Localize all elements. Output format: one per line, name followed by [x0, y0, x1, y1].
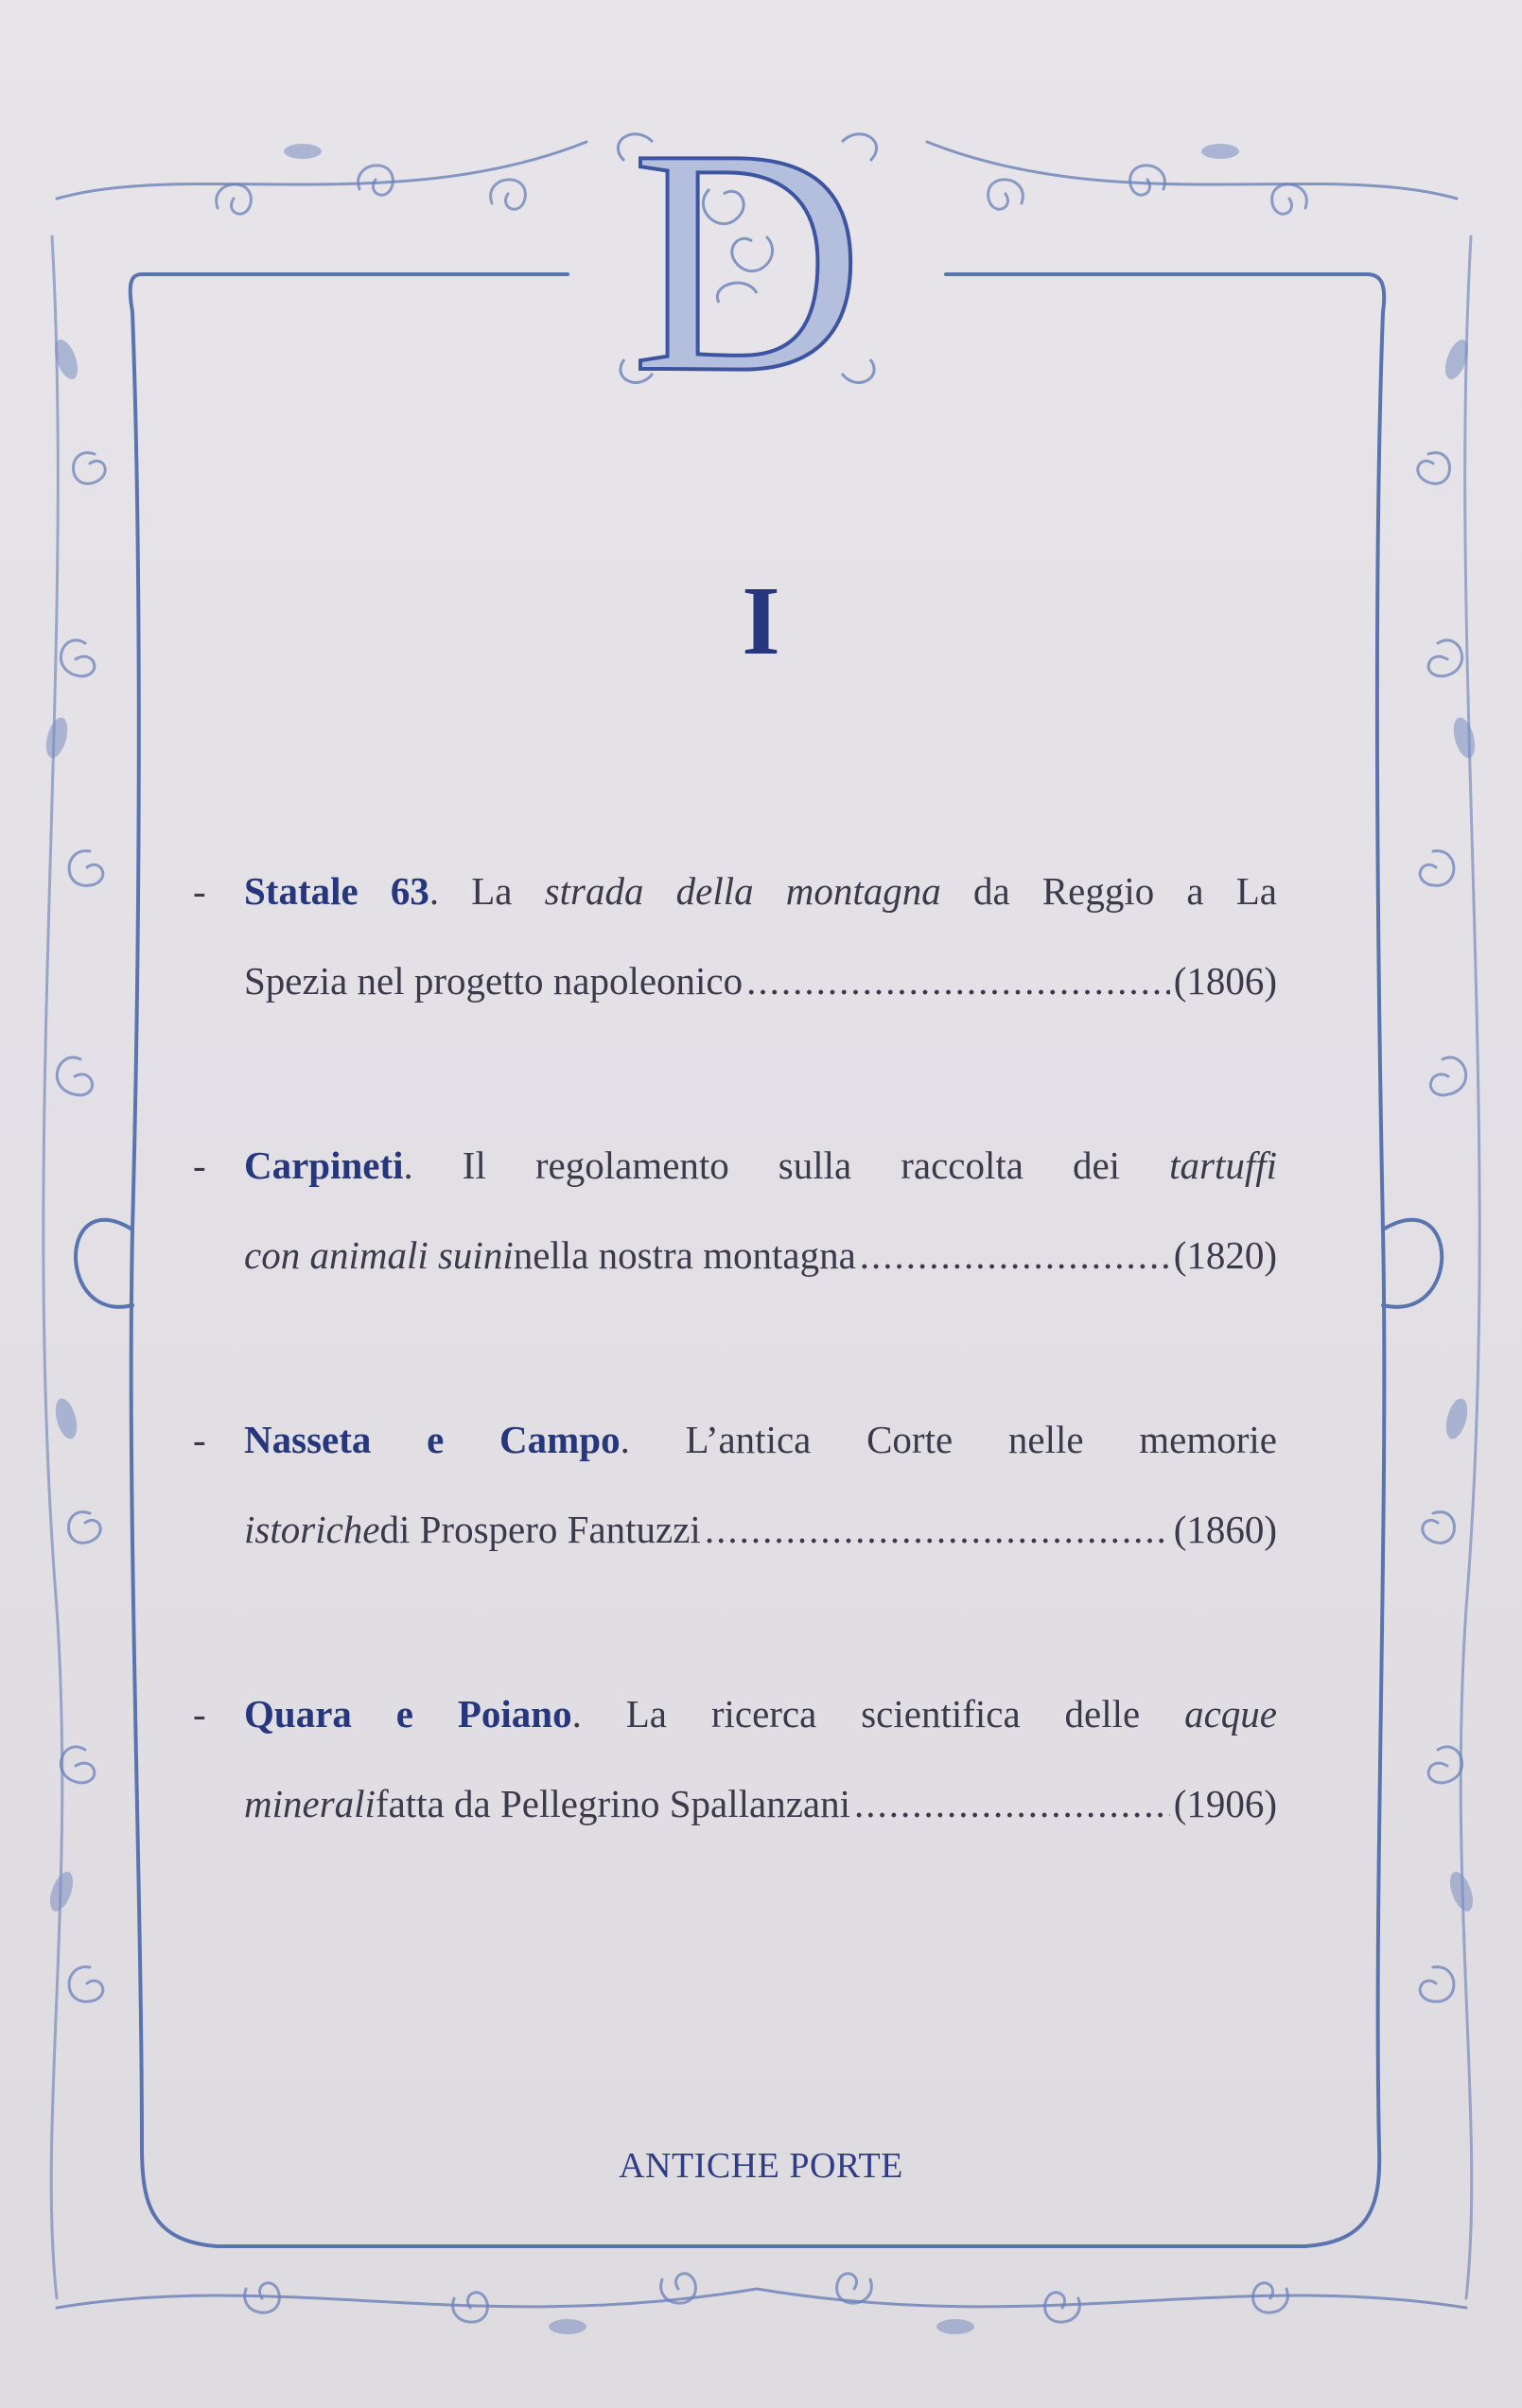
entry-place: Statale 63 — [244, 869, 429, 913]
entry-italic-text: tartuffi — [1169, 1143, 1277, 1187]
entry-text: . La — [429, 869, 545, 913]
entry-italic-text: acque — [1184, 1692, 1278, 1736]
entry-line-1 — [244, 1669, 1277, 1759]
entry-dash: - — [193, 1143, 206, 1187]
dot-leader — [705, 1485, 1170, 1575]
entry-italic-lead: istoriche — [244, 1508, 380, 1551]
entry-text: . Il regolamento sulla raccolta dei — [403, 1143, 1170, 1187]
entry-italic-lead: con animali suini — [244, 1233, 514, 1277]
decorated-initial — [605, 85, 889, 407]
entry-place: Nasseta e Campo — [244, 1418, 621, 1461]
dot-leader — [854, 1759, 1170, 1849]
entry-year: (1806) — [1173, 959, 1277, 1003]
entry-text-tail: da Reggio a La — [940, 869, 1277, 913]
entry-text: fatta da Pellegrino Spallanzani — [375, 1782, 851, 1825]
entry-year: (1820) — [1173, 1233, 1277, 1277]
entry-italic-text: strada della montagna — [544, 869, 941, 913]
entry-year: (1860) — [1173, 1508, 1277, 1551]
table-of-contents — [189, 846, 1286, 1944]
toc-entry — [189, 1121, 1286, 1395]
entry-year: (1906) — [1173, 1782, 1277, 1825]
entry-dash: - — [193, 1692, 206, 1736]
initial-letter-glyph: D — [631, 85, 864, 407]
entry-line-1 — [244, 1121, 1277, 1211]
dot-leader — [746, 936, 1170, 1026]
entry-text: . L’antica Corte nelle memorie — [620, 1418, 1277, 1461]
entry-line-1 — [244, 846, 1277, 936]
entry-text: . La ricerca scientifica delle — [571, 1692, 1185, 1736]
section-numeral: I — [742, 567, 780, 675]
entry-text: Spezia nel progetto napoleonico — [244, 959, 744, 1003]
entry-dash: - — [193, 1418, 206, 1461]
entry-dash: - — [193, 869, 206, 913]
toc-entry — [189, 846, 1286, 1121]
entry-line-2 — [244, 1485, 1277, 1575]
entry-line-2 — [244, 1759, 1277, 1849]
entry-line-1 — [244, 1395, 1277, 1485]
entry-line-2 — [244, 936, 1277, 1026]
entry-text: di Prospero Fantuzzi — [379, 1508, 701, 1551]
dot-leader — [860, 1211, 1170, 1300]
entry-place: Quara e Poiano — [244, 1692, 572, 1736]
entry-line-2 — [244, 1211, 1277, 1300]
publisher-name: ANTICHE PORTE — [619, 2146, 903, 2186]
toc-entry — [189, 1395, 1286, 1669]
toc-entry — [189, 1669, 1286, 1944]
entry-text: nella nostra montagna — [513, 1233, 856, 1277]
entry-italic-lead: minerali — [244, 1782, 376, 1825]
entry-place: Carpineti — [244, 1143, 404, 1187]
